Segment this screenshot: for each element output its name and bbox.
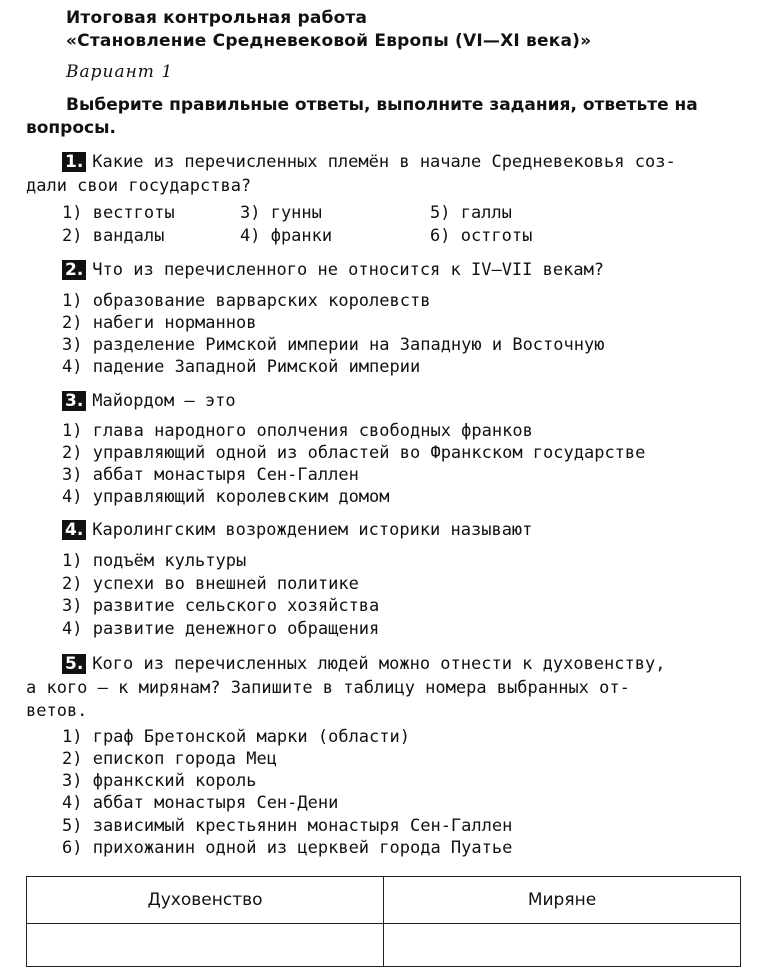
question-5-text-cont: ветов.: [26, 701, 88, 721]
question-3-text: Майордом — это: [92, 391, 236, 411]
q3-option: 3) аббат монастыря Сен-Галлен: [62, 465, 359, 485]
q5-option: 2) епископ города Мец: [62, 749, 277, 769]
q1-option: 1) вестготы: [62, 203, 175, 223]
question-number-4: 4.: [62, 520, 86, 540]
q3-option: 2) управляющий одной из областей во Франкском государстве: [62, 443, 646, 463]
question-4-text: Каролингским возрождением историки называют: [92, 520, 533, 540]
q2-option: 3) разделение Римской империи на Западную и Восточную: [62, 335, 605, 355]
clergy-answer-cell[interactable]: [27, 924, 384, 967]
question-1: [62, 152, 676, 172]
laity-column-header: Миряне: [384, 877, 741, 924]
q1-option: 5) галлы: [430, 203, 512, 223]
question-1-text-cont: дали свои государства?: [26, 176, 252, 196]
question-number-3: 3.: [62, 391, 86, 411]
question-3: [62, 391, 236, 411]
q4-option: 3) развитие сельского хозяйства: [62, 596, 380, 616]
q5-option: 5) зависимый крестьянин монастыря Сен-Галлен: [62, 816, 513, 836]
question-2: [62, 260, 604, 280]
clergy-column-header: Духовенство: [27, 877, 384, 924]
question-2-text: Что из перечисленного не относится к IV—VII векам?: [92, 260, 605, 280]
question-number-2: 2.: [62, 260, 86, 280]
answer-table: [26, 876, 741, 967]
q5-option: 6) прихожанин одной из церквей города Пуатье: [62, 838, 513, 858]
q1-option: 4) франки: [240, 226, 333, 246]
instructions-line-2: вопросы.: [26, 118, 116, 138]
q3-option: 4) управляющий королевским домом: [62, 487, 390, 507]
variant-label: Вариант 1: [66, 62, 174, 82]
laity-answer-cell[interactable]: [384, 924, 741, 967]
question-number-1: 1.: [62, 152, 86, 172]
q5-option: 1) граф Бретонской марки (области): [62, 727, 410, 747]
test-title: Итоговая контрольная работа: [66, 8, 368, 28]
q5-option: 4) аббат монастыря Сен-Дени: [62, 793, 339, 813]
question-1-text: Какие из перечисленных племён в начале Средневековья соз-: [92, 152, 676, 172]
instructions-line-1: Выберите правильные ответы, выполните задания, ответьте на: [66, 95, 698, 115]
q3-option: 1) глава народного ополчения свободных франков: [62, 421, 533, 441]
question-5: [62, 654, 665, 674]
q2-option: 4) падение Западной Римской империи: [62, 357, 421, 377]
q4-option: 4) развитие денежного обращения: [62, 619, 380, 639]
q4-option: 2) успехи во внешней политике: [62, 574, 359, 594]
test-subtitle: «Становление Средневековой Европы (VI—XI века)»: [66, 31, 592, 51]
q1-option: 2) вандалы: [62, 226, 165, 246]
question-5-text: Кого из перечисленных людей можно отнести к духовенству,: [92, 654, 666, 674]
question-5-text-cont: а кого — к мирянам? Запишите в таблицу номера выбранных от-: [26, 678, 630, 698]
q2-option: 2) набеги норманнов: [62, 313, 257, 333]
q4-option: 1) подъём культуры: [62, 551, 247, 571]
q5-option: 3) франкский король: [62, 771, 257, 791]
question-4: [62, 520, 532, 540]
question-number-5: 5.: [62, 654, 86, 674]
q2-option: 1) образование варварских королевств: [62, 291, 431, 311]
q1-option: 6) остготы: [430, 226, 533, 246]
q1-option: 3) гунны: [240, 203, 322, 223]
